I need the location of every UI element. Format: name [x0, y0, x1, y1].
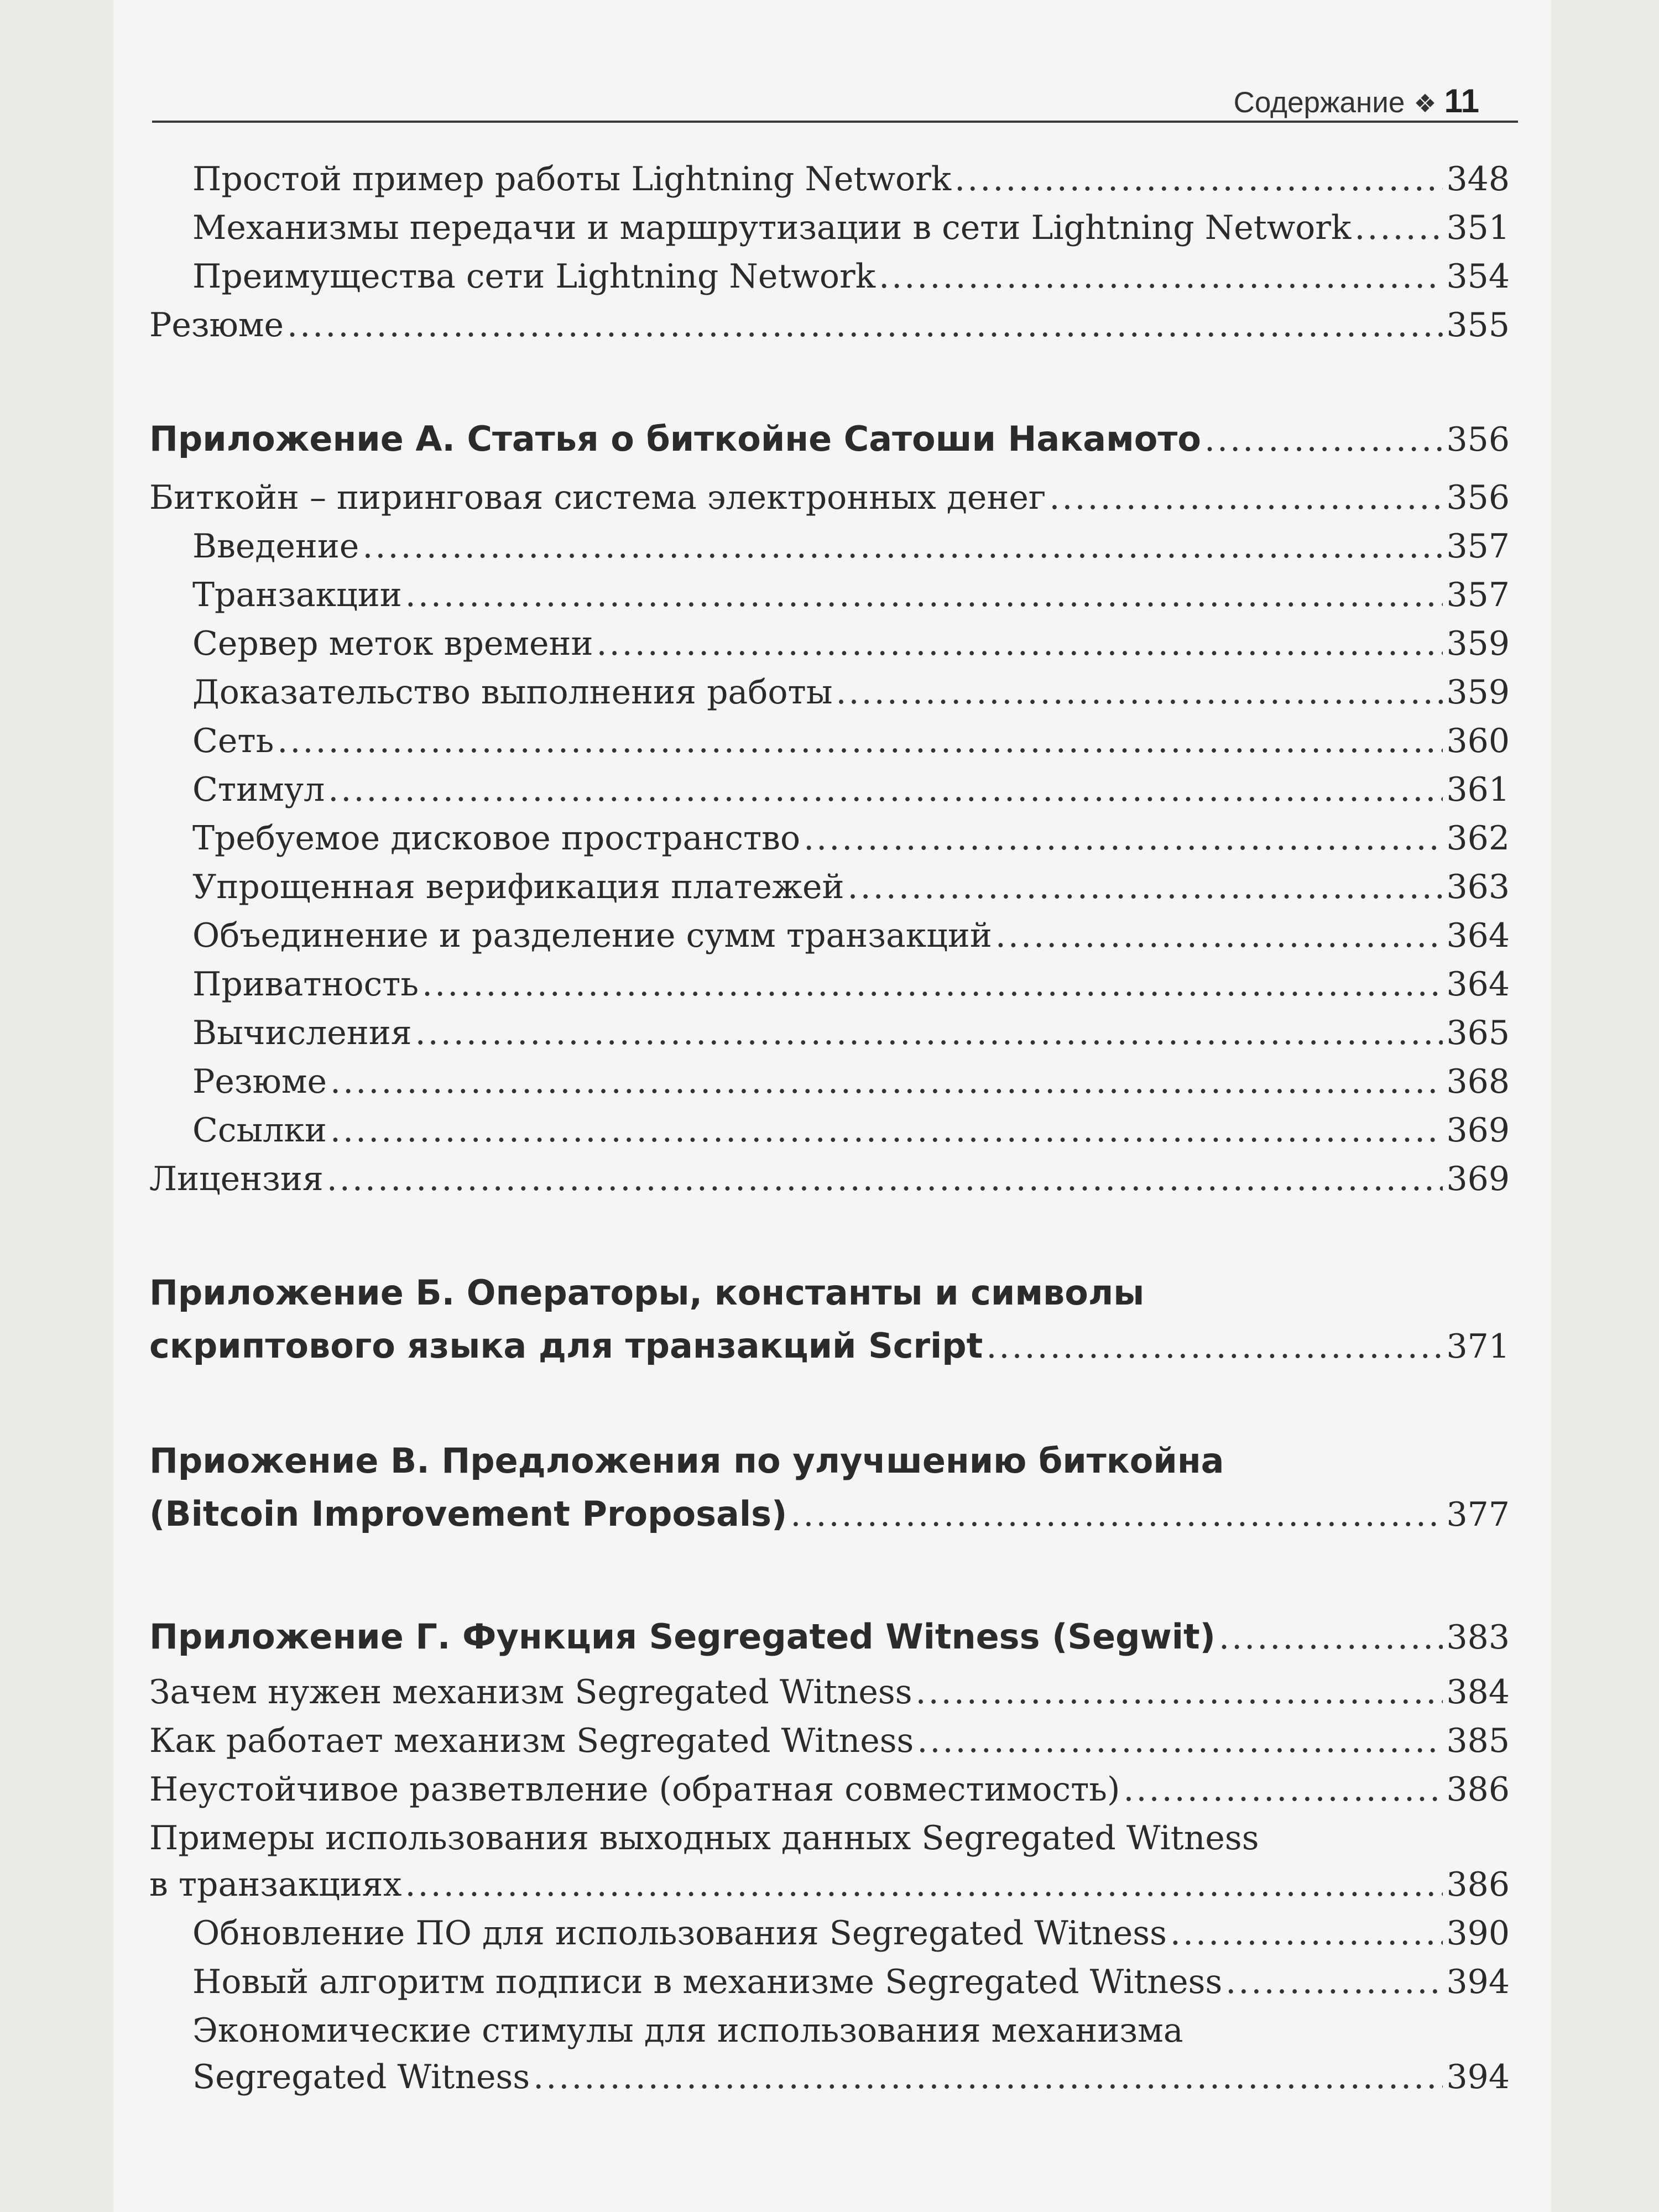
toc-entry-page: 371 [1446, 1327, 1510, 1366]
toc-entry-title: Транзакции [192, 576, 402, 614]
toc-chapter-title: (Bitcoin Improvement Proposals) [149, 1494, 787, 1534]
toc-entry [192, 253, 1510, 300]
toc-entry [192, 1959, 1510, 2005]
toc-entry [192, 766, 1510, 813]
dot-leader [954, 156, 1443, 202]
toc-entry [192, 1910, 1510, 1957]
toc-entry-title: Биткойн – пиринговая система электронных денег [149, 478, 1046, 517]
toc-entry-page: 369 [1446, 1111, 1510, 1150]
dot-leader [415, 1010, 1443, 1056]
toc-entry-title: Обновление ПО для использования Segregated Witness [192, 1914, 1167, 1953]
toc-entry-page: 394 [1446, 1963, 1510, 2001]
toc-entry [149, 302, 1510, 348]
toc-entry-title: Стимул [192, 770, 325, 809]
toc-entry-title: Лицензия [149, 1160, 324, 1198]
toc-entry-title: Преимущества сети Lightning Network [192, 257, 876, 296]
toc-entry-page: 363 [1446, 868, 1510, 906]
dot-leader [277, 718, 1443, 764]
toc-entry-page: 364 [1446, 965, 1510, 1004]
toc-chapter-title: скриптового языка для транзакций Script [149, 1326, 983, 1366]
toc-entry-title: в транзакциях [149, 1865, 402, 1904]
toc-entry [192, 523, 1510, 570]
toc-entry [192, 2054, 1510, 2100]
toc-entry [192, 864, 1510, 910]
dot-leader [330, 1058, 1443, 1105]
toc-chapter [149, 1323, 1510, 1370]
dot-leader [995, 912, 1443, 959]
dot-leader [405, 572, 1443, 618]
toc-entry-page: 359 [1446, 673, 1510, 712]
toc-entry-page: 377 [1446, 1495, 1510, 1534]
toc-entry-page: 362 [1446, 819, 1510, 858]
dot-leader [848, 864, 1443, 910]
toc-entry-page: 368 [1446, 1062, 1510, 1101]
toc-chapter-title: Приложение А. Статья о биткойне Сатоши Накамото [149, 419, 1201, 459]
toc-entry-title: Зачем нужен механизм Segregated Witness [149, 1673, 912, 1712]
toc-entry-page: 369 [1446, 1160, 1510, 1198]
dot-leader [1354, 205, 1443, 251]
toc-entry-title: Упрощенная верификация платежей [192, 868, 844, 906]
toc-entry [192, 1058, 1510, 1105]
dot-leader [1123, 1766, 1443, 1813]
toc-entry-page: 359 [1446, 624, 1510, 663]
dot-leader [328, 766, 1443, 813]
toc-entry-title-line1: Примеры использования выходных данных Segregated Witness [149, 1819, 1259, 1858]
toc-entry-page: 357 [1446, 576, 1510, 614]
toc-entry [192, 912, 1510, 959]
dot-leader [916, 1669, 1443, 1715]
dot-leader [790, 1491, 1443, 1538]
toc-entry-title: Сервер меток времени [192, 624, 593, 663]
toc-entry [149, 1718, 1510, 1764]
toc-entry [149, 474, 1510, 521]
toc-entry-page: 351 [1446, 208, 1510, 247]
dot-leader [879, 253, 1443, 300]
dot-leader [986, 1323, 1443, 1370]
toc-entry [149, 1766, 1510, 1813]
dot-leader [287, 302, 1443, 348]
toc-entry-page: 354 [1446, 257, 1510, 296]
toc-entry-page: 385 [1446, 1721, 1510, 1760]
toc-entry [192, 961, 1510, 1008]
toc-entry-title: Вычисления [192, 1014, 412, 1052]
dot-leader [330, 1107, 1443, 1154]
toc-entry-page: 360 [1446, 722, 1510, 760]
toc-entry-title: Неустойчивое разветвление (обратная совместимость) [149, 1770, 1120, 1809]
toc-entry-page: 361 [1446, 770, 1510, 809]
toc-entry [192, 815, 1510, 862]
toc-entry [149, 1156, 1510, 1202]
toc-entry-page: 348 [1446, 160, 1510, 199]
dot-leader [362, 523, 1443, 570]
dot-leader [533, 2054, 1443, 2100]
dot-leader [836, 669, 1443, 716]
toc-entry-page: 390 [1446, 1914, 1510, 1953]
toc-entry-title: Объединение и разделение сумм транзакций [192, 916, 992, 955]
dot-leader [597, 620, 1443, 667]
toc-entry [192, 669, 1510, 716]
toc-chapter-title-line1: Приожение В. Предложения по улучшению биткойна [149, 1441, 1224, 1481]
toc-entry-title: Новый алгоритм подписи в механизме Segregated Witness [192, 1963, 1223, 2001]
toc-entry-page: 356 [1446, 478, 1510, 517]
toc-entry-title: Резюме [149, 306, 284, 345]
toc-entry [192, 718, 1510, 764]
toc-chapter-title: Приложение Г. Функция Segregated Witness (Segwit) [149, 1616, 1215, 1657]
toc-entry-page: 357 [1446, 527, 1510, 566]
toc-entry-page: 356 [1446, 420, 1510, 459]
dot-leader [405, 1861, 1443, 1908]
toc-entry-title: Сеть [192, 722, 274, 760]
toc-entry-title: Требуемое дисковое пространство [192, 819, 801, 858]
toc-entry-title-line1: Экономические стимулы для использования механизма [192, 2011, 1183, 2050]
toc-entry-page: 386 [1446, 1770, 1510, 1809]
section-name: Содержание [1233, 86, 1405, 119]
toc-entry-title: Приватность [192, 965, 419, 1004]
toc-entry [192, 572, 1510, 618]
dot-leader [1049, 474, 1443, 521]
dot-leader [1204, 416, 1443, 463]
toc-entry-title: Как работает механизм Segregated Witness [149, 1721, 914, 1760]
dot-leader [422, 961, 1443, 1008]
dot-leader [917, 1718, 1443, 1764]
dot-leader [804, 815, 1443, 862]
toc-entry-title: Резюме [192, 1062, 327, 1101]
toc-entry-title: Segregated Witness [192, 2058, 530, 2096]
toc-chapter [149, 416, 1510, 463]
toc-chapter [149, 1614, 1510, 1661]
dot-leader [1170, 1910, 1443, 1957]
toc-entry [149, 1861, 1510, 1908]
toc-entry [192, 1010, 1510, 1056]
toc-entry-title: Механизмы передачи и маршрутизации в сети Lightning Network [192, 208, 1352, 247]
toc-entry [149, 1669, 1510, 1715]
toc-chapter [149, 1491, 1510, 1538]
toc-entry-page: 394 [1446, 2058, 1510, 2096]
toc-entry [192, 205, 1510, 251]
toc-entry [192, 1107, 1510, 1154]
dot-leader [1225, 1959, 1443, 2005]
toc-entry-title: Введение [192, 527, 359, 566]
running-header [152, 65, 1518, 123]
toc-entry [192, 156, 1510, 202]
ornament-icon: ❖ [1413, 89, 1437, 118]
toc-entry-page: 383 [1446, 1618, 1510, 1657]
toc-entry-page: 384 [1446, 1673, 1510, 1712]
toc-entry-page: 364 [1446, 916, 1510, 955]
toc-entry-page: 386 [1446, 1865, 1510, 1904]
dot-leader [1219, 1614, 1443, 1661]
toc-entry-page: 365 [1446, 1014, 1510, 1052]
running-header-title [1234, 82, 1479, 120]
toc-entry [192, 620, 1510, 667]
toc-entry-title: Доказательство выполнения работы [192, 673, 833, 712]
dot-leader [327, 1156, 1443, 1202]
toc-entry-title: Простой пример работы Lightning Network [192, 160, 952, 199]
page-number: 11 [1444, 82, 1479, 119]
toc-entry-title: Ссылки [192, 1111, 327, 1150]
toc-entry-page: 355 [1446, 306, 1510, 345]
toc-chapter-title-line1: Приложение Б. Операторы, константы и символы [149, 1272, 1145, 1313]
